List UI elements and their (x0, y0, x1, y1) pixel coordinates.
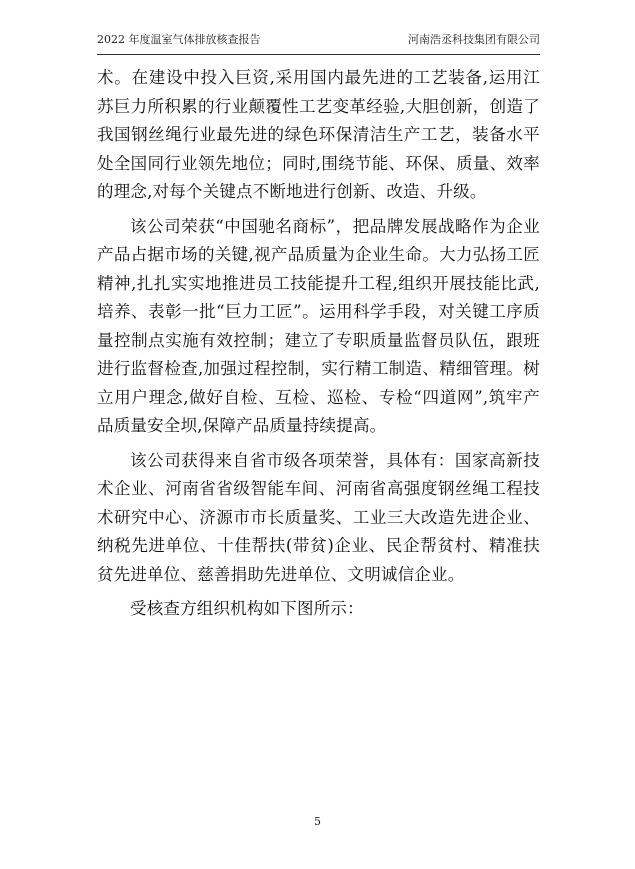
paragraph-org-structure-intro: 受核查方组织机构如下图所示： (130, 599, 364, 618)
paragraph-continuation: 术。在建设中投入巨资,采用国内最先进的工艺装备,运用江苏巨力所积累的行业颠覆性工艺变革经验,大胆创新，创造了我国钢丝绳行业最先进的绿色环保清洁生产工艺，装备水平处全国同行业领先地位；同时,围绕节能、环保、质量、效率的理念,对每个关键点不断地进行创新、改造、升级。 (97, 68, 540, 201)
body-text (97, 64, 540, 630)
page-header (97, 33, 540, 47)
report-title: 2022 年度温室气体排放核查报告 (97, 33, 261, 46)
paragraph-brand-quality: 该公司荣获“中国驰名商标”，把品牌发展战略作为企业产品占据市场的关键,视产品质量为企业生命。大力弘扬工匠精神,扎扎实实地推进员工技能提升工程,组织开展技能比武,培养、表彰一批“巨力工匠”。运用科学手段，对关键工序质量控制点实施有效控制；建立了专职质量监督员队伍，跟班进行监督检查,加强过程控制，实行精工制造、精细管理。树立用户理念,做好自检、互检、巡检、专检“四道网”,筑牢产品质量安全坝,保障产品质量持续提高。 (97, 216, 540, 435)
company-name: 河南浩丞科技集团有限公司 (408, 33, 540, 46)
paragraph-honors: 该公司获得来自省市级各项荣誉，具体有：国家高新技术企业、河南省省级智能车间、河南省高强度钢丝绳工程技术研究中心、济源市市长质量奖、工业三大改造先进企业、纳税先进单位、十佳帮扶(带贫)企业、民企帮贫村、精准扶贫先进单位、慈善捐助先进单位、文明诚信企业。 (97, 450, 540, 584)
page-number: 5 (314, 815, 321, 828)
header-divider (97, 54, 540, 55)
